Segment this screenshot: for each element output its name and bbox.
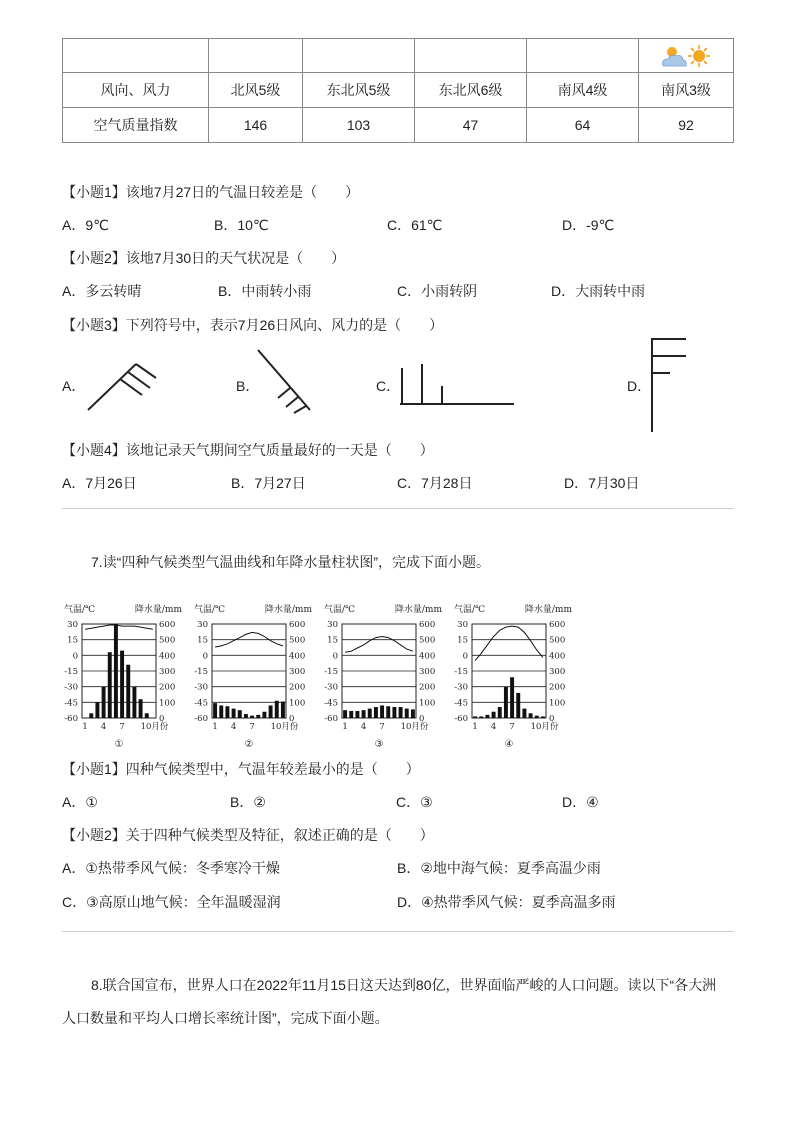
question-stem: 【小题4】该地记录天气期间空气质量最好的一天是（ ） [62, 442, 434, 458]
precip-bar [362, 710, 366, 718]
tick-label-precipitation: 600 [549, 620, 566, 630]
tick-label-month: 1 [82, 722, 88, 732]
tick-label-precipitation: 200 [549, 682, 566, 693]
tick-label-precipitation: 400 [549, 651, 566, 662]
climate-charts [56, 600, 586, 754]
table-row: 风向、风力 北风5级 东北风5级 东北风6级 南风4级 南风3级 [63, 73, 734, 108]
tick-label-month: 1 [212, 722, 218, 732]
axis-label-precipitation: 降水量/mm [134, 605, 182, 615]
question-intro: 人口数量和平均人口增长率统计图”，完成下面小题。 [62, 1010, 389, 1026]
tick-label-temperature: -15 [454, 667, 468, 677]
question-intro: 8.联合国宣布，世界人口在2022年11月15日这天达到80亿，世界面临严峻的人口问题。读以下“各大洲 [91, 977, 717, 993]
precip-bar [132, 687, 136, 718]
precip-bar [262, 712, 266, 718]
precip-bar [343, 710, 347, 718]
axis-label-precipitation: 降水量/mm [264, 605, 312, 615]
tick-label-precipitation: 0 [549, 714, 555, 724]
tick-label-precipitation: 100 [289, 698, 306, 709]
tick-label-temperature: -60 [324, 714, 338, 724]
precip-bar [510, 677, 514, 718]
option-d[interactable]: D．④热带季风气候：夏季高温多雨 [397, 894, 616, 910]
table-row [63, 39, 734, 73]
precip-bar [213, 703, 217, 718]
precip-bar [492, 712, 496, 718]
tick-label-precipitation: 100 [419, 698, 436, 709]
divider [62, 931, 734, 932]
tick-label-precipitation: 0 [159, 714, 165, 724]
tick-label-precipitation: 0 [419, 714, 425, 724]
option-b[interactable]: B．10℃ [214, 217, 269, 233]
wind-symbol-a[interactable] [84, 358, 164, 414]
precip-bar [498, 707, 502, 718]
wind-symbol-c[interactable] [396, 360, 518, 410]
precip-bar [473, 716, 477, 718]
tick-label-month: 4 [490, 722, 497, 732]
question-stem: 【小题2】该地7月30日的天气状况是（ ） [62, 250, 346, 266]
question-stem: 【小题1】四种气候类型中，气温年较差最小的是（ ） [62, 761, 420, 777]
precip-bar [114, 624, 118, 718]
option-b[interactable]: B．② [230, 794, 266, 810]
tick-label-precipitation: 600 [419, 620, 436, 630]
tick-label-temperature: 15 [457, 635, 468, 646]
chart-caption: ② [244, 739, 254, 750]
tick-label-month: 7 [509, 722, 515, 732]
option-d[interactable]: D．-9℃ [562, 217, 615, 233]
precip-bar [541, 716, 545, 718]
tick-label-precipitation: 200 [289, 682, 306, 693]
option-b[interactable]: B．7月27日 [231, 475, 306, 491]
precip-bar [232, 709, 236, 718]
axis-label-temperature: 气温/℃ [194, 605, 226, 615]
chart-caption: ① [114, 739, 124, 750]
option-a[interactable]: A．①热带季风气候：冬季寒冷干燥 [62, 860, 280, 876]
tick-label-temperature: -15 [324, 667, 338, 677]
tick-label-precipitation: 400 [159, 651, 176, 662]
tick-label-temperature: 30 [197, 620, 208, 630]
tick-label-precipitation: 500 [289, 635, 306, 646]
table-row: 空气质量指数 146 103 47 64 92 [63, 108, 734, 143]
tick-label-month: 4 [100, 722, 107, 732]
precip-bar [102, 687, 106, 718]
precip-bar [126, 665, 130, 718]
option-d[interactable]: D．大雨转中雨 [551, 283, 646, 299]
option-a[interactable]: A．① [62, 794, 98, 810]
precip-bar [522, 709, 526, 718]
tick-label-temperature: -30 [454, 682, 468, 693]
tick-label-month: 4 [360, 722, 367, 732]
question-stem: 【小题1】该地7月27日的气温日较差是（ ） [62, 184, 360, 200]
precip-bar [380, 705, 384, 718]
precip-bar [244, 714, 248, 718]
precip-bar [485, 715, 489, 718]
tick-label-month: 10月份 [400, 722, 429, 732]
precip-bar [238, 710, 242, 718]
precip-bar [349, 711, 353, 718]
tick-label-temperature: -15 [194, 667, 208, 677]
option-a[interactable]: A．多云转晴 [62, 283, 142, 299]
option-d[interactable]: D．④ [562, 794, 599, 810]
option-c[interactable]: C．7月28日 [397, 475, 473, 491]
tick-label-precipitation: 400 [419, 651, 436, 662]
precip-bar [411, 709, 415, 718]
precip-bar [219, 705, 223, 718]
tick-label-month: 10月份 [530, 722, 559, 732]
tick-label-temperature: -45 [64, 698, 78, 709]
weather-table [62, 38, 734, 143]
tick-label-month: 10月份 [140, 722, 169, 732]
climate-chart-2 [194, 603, 312, 750]
tick-label-temperature: -45 [454, 698, 468, 709]
option-d[interactable]: D． [627, 378, 652, 394]
tick-label-temperature: 0 [462, 651, 468, 662]
precip-bar [368, 709, 372, 718]
tick-label-temperature: 30 [327, 620, 338, 630]
option-c[interactable]: C．③ [396, 794, 433, 810]
question-stem: 【小题2】关于四种气候类型及特征，叙述正确的是（ ） [62, 827, 434, 843]
question-stem: 【小题3】下列符号中，表示7月26日风向、风力的是（ ） [62, 317, 444, 333]
precip-bar [405, 709, 409, 718]
axis-label-temperature: 气温/℃ [64, 605, 96, 615]
option-b[interactable]: B．中雨转小雨 [218, 283, 312, 299]
temperature-curve [85, 625, 153, 629]
option-b[interactable]: B．②地中海气候：夏季高温少雨 [397, 860, 601, 876]
precip-bar [95, 702, 99, 718]
precip-bar [535, 716, 539, 718]
wind-symbol-b[interactable] [254, 346, 320, 414]
tick-label-month: 4 [230, 722, 237, 732]
precip-bar [516, 693, 520, 718]
tick-label-precipitation: 500 [549, 635, 566, 646]
precip-bar [139, 699, 143, 718]
precip-bar [250, 716, 254, 718]
divider [62, 508, 734, 509]
tick-label-precipitation: 100 [159, 698, 176, 709]
tick-label-temperature: -15 [64, 667, 78, 677]
tick-label-precipitation: 300 [419, 667, 436, 677]
wind-symbol-d[interactable] [646, 334, 690, 434]
tick-label-month: 1 [342, 722, 348, 732]
precip-bar [269, 705, 273, 718]
precip-bar [89, 713, 93, 718]
tick-label-temperature: 0 [332, 651, 338, 662]
precip-bar [479, 716, 483, 718]
precip-bar [281, 702, 285, 718]
tick-label-temperature: -45 [194, 698, 208, 709]
precip-bar [374, 707, 378, 718]
tick-label-temperature: 0 [202, 651, 208, 662]
axis-label-temperature: 气温/℃ [454, 605, 486, 615]
climate-chart-1 [64, 603, 182, 750]
precip-bar [256, 715, 260, 718]
option-c[interactable]: C． [376, 378, 401, 394]
precip-bar [275, 701, 279, 718]
precip-bar [529, 713, 533, 718]
tick-label-temperature: -60 [194, 714, 208, 724]
chart-caption: ③ [374, 739, 384, 750]
tick-label-temperature: -60 [454, 714, 468, 724]
tick-label-precipitation: 500 [159, 635, 176, 646]
tick-label-precipitation: 100 [549, 698, 566, 709]
axis-label-precipitation: 降水量/mm [524, 605, 572, 615]
axis-label-precipitation: 降水量/mm [394, 605, 442, 615]
precip-bar [145, 713, 149, 718]
chart-caption: ④ [504, 739, 514, 750]
tick-label-precipitation: 200 [159, 682, 176, 693]
option-c[interactable]: C．61℃ [387, 217, 443, 233]
tick-label-precipitation: 600 [289, 620, 306, 630]
tick-label-temperature: -45 [324, 698, 338, 709]
precip-bar [108, 652, 112, 718]
tick-label-precipitation: 400 [289, 651, 306, 662]
tick-label-month: 1 [472, 722, 478, 732]
precip-bar [399, 707, 403, 718]
temperature-curve [345, 637, 413, 653]
tick-label-temperature: -30 [324, 682, 338, 693]
precip-bar [504, 687, 508, 718]
option-a[interactable]: A． [62, 378, 86, 394]
option-d[interactable]: D．7月30日 [564, 475, 640, 491]
tick-label-temperature: 30 [457, 620, 468, 630]
tick-label-temperature: -60 [64, 714, 78, 724]
tick-label-temperature: 15 [67, 635, 78, 646]
precip-bar [120, 651, 124, 718]
tick-label-precipitation: 200 [419, 682, 436, 693]
axis-label-temperature: 气温/℃ [324, 605, 356, 615]
option-a[interactable]: A．7月26日 [62, 475, 137, 491]
climate-chart-4 [454, 603, 572, 750]
partly-cloudy-sun-icon [659, 42, 713, 72]
tick-label-precipitation: 500 [419, 635, 436, 646]
tick-label-temperature: -30 [194, 682, 208, 693]
tick-label-precipitation: 300 [549, 667, 566, 677]
tick-label-month: 7 [249, 722, 255, 732]
tick-label-temperature: -30 [64, 682, 78, 693]
tick-label-temperature: 0 [72, 651, 78, 662]
climate-chart-3 [324, 603, 442, 750]
tick-label-month: 7 [379, 722, 385, 732]
option-b[interactable]: B． [236, 378, 260, 394]
tick-label-precipitation: 0 [289, 714, 295, 724]
tick-label-precipitation: 600 [159, 620, 176, 630]
option-c[interactable]: C．③高原山地气候：全年温暖湿润 [62, 894, 281, 910]
tick-label-temperature: 30 [67, 620, 78, 630]
tick-label-month: 7 [119, 722, 125, 732]
precip-bar [225, 706, 229, 718]
tick-label-temperature: 15 [197, 635, 208, 646]
precip-bar [386, 706, 390, 718]
tick-label-month: 10月份 [270, 722, 299, 732]
question-intro: 7.读“四种气候类型气温曲线和年降水量柱状图”，完成下面小题。 [91, 554, 490, 570]
tick-label-precipitation: 300 [159, 667, 176, 677]
tick-label-temperature: 15 [327, 635, 338, 646]
precip-bar [392, 707, 396, 718]
tick-label-precipitation: 300 [289, 667, 306, 677]
option-a[interactable]: A．9℃ [62, 217, 109, 233]
precip-bar [355, 711, 359, 718]
option-c[interactable]: C．小雨转阴 [397, 283, 478, 299]
